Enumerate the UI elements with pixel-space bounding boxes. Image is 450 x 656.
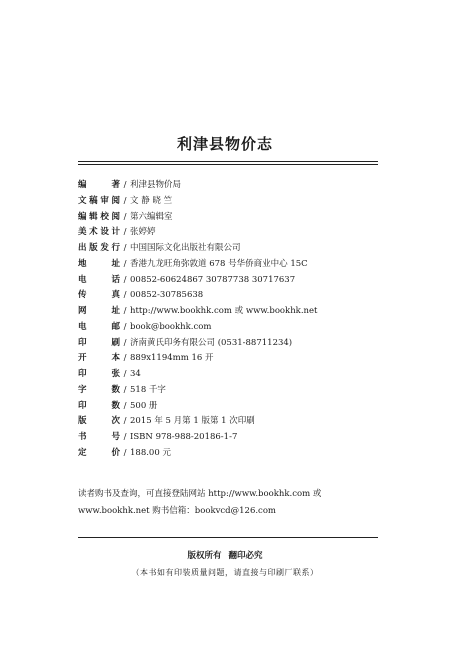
- info-value: ISBN 978-988-20186-1-7: [130, 432, 238, 442]
- info-label: 印刷: [78, 337, 120, 348]
- header-divider-2: [78, 164, 378, 165]
- info-value: 518 千字: [130, 384, 166, 395]
- info-label: 印张: [78, 369, 120, 379]
- info-value: 济南黄氏印务有限公司 (0531-88711234): [130, 337, 293, 348]
- info-row: 印张 / 34: [78, 367, 378, 383]
- info-label: 编辑校阅: [78, 211, 120, 222]
- info-row: 电话 / 00852-60624867 30787738 30717637: [78, 273, 378, 289]
- info-label: 美术设计: [78, 227, 120, 238]
- info-value: 香港九龙旺角弥敦道 678 号华侨商业中心 15C: [130, 258, 308, 269]
- info-value: 00852-60624867 30787738 30717637: [130, 274, 296, 285]
- info-row: 印刷 / 济南黄氏印务有限公司 (0531-88711234): [78, 336, 378, 352]
- info-value: 00852-30785638: [130, 290, 204, 301]
- info-label: 电邮: [78, 321, 120, 332]
- info-row: 电邮 / book@bookhk.com: [78, 320, 378, 336]
- info-label: 定价: [78, 447, 120, 458]
- info-row: 版次 / 2015 年 5 月第 1 版第 1 次印刷: [78, 414, 378, 430]
- info-label: 网址: [78, 306, 120, 316]
- info-row: 编著 / 利津县物价局: [78, 178, 378, 194]
- info-value: 中国国际文化出版社有限公司: [130, 243, 241, 253]
- info-label: 出版发行: [78, 243, 120, 253]
- info-value: 利津县物价局: [130, 180, 182, 190]
- notice-line: 读者购书及查询，可直接登陆网站 http://www.bookhk.com 或: [78, 489, 322, 499]
- info-row: 美术设计 / 张婷婷: [78, 225, 378, 241]
- info-row: 地址 / 香港九龙旺角弥敦道 678 号华侨商业中心 15C: [78, 257, 378, 273]
- purchase-notice: [78, 486, 378, 520]
- info-value: 文 静 晓 竺: [130, 195, 173, 206]
- info-row: 字数 / 518 千字: [78, 383, 378, 399]
- info-row: 定价 / 188.00 元: [78, 446, 378, 462]
- info-row: 印数 / 500 册: [78, 399, 378, 415]
- info-label: 编著: [78, 180, 120, 190]
- copyright-notice: 版权所有 翻印必究: [187, 551, 263, 561]
- info-value: 500 册: [130, 400, 158, 411]
- website-link[interactable]: http://www.bookhk.com 或 www.bookhk.net: [130, 306, 318, 316]
- info-value: 张婷婷: [130, 227, 156, 238]
- info-row: 传真 / 00852-30785638: [78, 288, 378, 304]
- info-value: 2015 年 5 月第 1 版第 1 次印刷: [130, 416, 255, 427]
- info-value: 188.00 元: [130, 447, 171, 458]
- notice-line: www.bookhk.net 购书信箱：bookvcd@126.com: [78, 506, 276, 516]
- info-row: 文稿审阅 / 文 静 晓 竺: [78, 194, 378, 210]
- info-label: 版次: [78, 416, 120, 427]
- info-row: 书号 / ISBN 978-988-20186-1-7: [78, 430, 378, 446]
- info-row: 网址 / http://www.bookhk.com 或 www.bookhk.net: [78, 304, 378, 320]
- book-title: 利津县物价志: [176, 135, 273, 153]
- info-label: 印数: [78, 400, 120, 411]
- info-value: 第六编辑室: [130, 211, 173, 222]
- info-row: 编辑校阅 / 第六编辑室: [78, 210, 378, 226]
- quality-contact-note: （本书如有印装质量问题，请直接与印刷厂联系）: [131, 568, 319, 577]
- header-divider: [78, 161, 378, 162]
- info-label: 开本: [78, 353, 120, 364]
- info-label: 文稿审阅: [78, 195, 120, 206]
- info-label: 电话: [78, 274, 120, 285]
- info-value: 889x1194mm 16 开: [130, 353, 214, 364]
- info-row: 开本 / 889x1194mm 16 开: [78, 351, 378, 367]
- info-label: 字数: [78, 384, 120, 395]
- info-label: 地址: [78, 258, 120, 269]
- info-label: 书号: [78, 432, 120, 442]
- footer-divider: [78, 537, 378, 538]
- info-label: 传真: [78, 290, 120, 301]
- email-link[interactable]: book@bookhk.com: [130, 321, 212, 332]
- info-value: 34: [130, 369, 141, 379]
- publication-info: [78, 178, 378, 462]
- info-row: 出版发行 / 中国国际文化出版社有限公司: [78, 241, 378, 257]
